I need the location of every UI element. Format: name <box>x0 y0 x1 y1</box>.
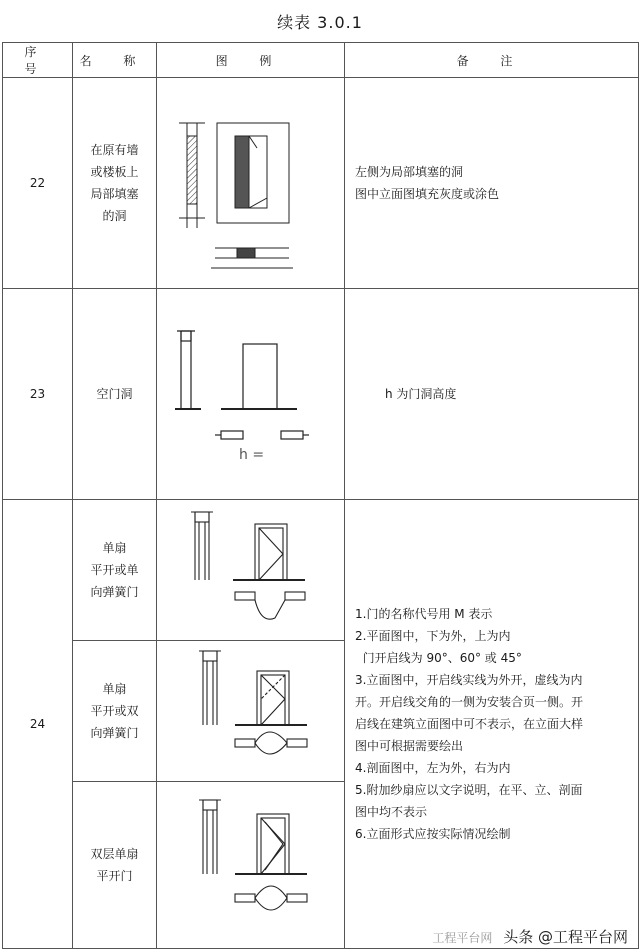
watermark <box>432 926 628 947</box>
note-line: 开。开启线交角的一侧为安装合页一侧。开 <box>355 695 584 709</box>
empty-door-opening-diagram <box>157 289 345 499</box>
row-name <box>73 782 157 949</box>
partial-fill-hole-diagram <box>157 78 345 288</box>
name-line: 单扇 <box>102 541 127 555</box>
name-line: 向弹簧门 <box>90 585 139 599</box>
header-seq: 序 号 <box>3 43 73 78</box>
name-line: 平开或单 <box>90 563 139 577</box>
header-row <box>3 43 639 78</box>
row-name <box>73 641 157 782</box>
watermark-text: 头条 @工程平台网 <box>503 928 628 946</box>
table-row <box>3 500 639 641</box>
name-line: 平开或双 <box>90 704 139 718</box>
note-line: 2.平面图中，下为外，上为内 <box>355 629 511 643</box>
note-line: 图中可根据需要绘出 <box>355 739 464 753</box>
table-row <box>3 289 639 500</box>
table-title: 续表 3.0.1 <box>277 13 363 32</box>
row-number: 23 <box>3 289 73 500</box>
name-line: 平开门 <box>96 869 133 883</box>
row-name <box>73 500 157 641</box>
name-line: 向弹簧门 <box>90 726 139 740</box>
name-line: 或楼板上 <box>90 165 139 179</box>
note-line: h 为门洞高度 <box>385 387 457 401</box>
figure-cell <box>157 78 345 289</box>
note-line: 启线在建筑立面图中可不表示，在立面大样 <box>355 717 584 731</box>
figure-cell <box>157 289 345 500</box>
row-number: 24 <box>3 500 73 949</box>
single-swing-door-diagram <box>157 500 345 640</box>
row-name <box>73 78 157 289</box>
double-swing-door-diagram <box>157 641 345 781</box>
name-line: 空门洞 <box>96 387 133 401</box>
note-line: 左侧为局部填塞的洞 <box>355 165 464 179</box>
note-line: 图中均不表示 <box>355 805 428 819</box>
notes-cell <box>345 500 639 949</box>
height-label: h = <box>239 447 265 463</box>
note-line: 5.附加纱扇应以文字说明，在平、立、剖面 <box>355 783 583 797</box>
note-line: 图中立面图填充灰度或涂色 <box>355 187 500 201</box>
note-line: 6.立面形式应按实际情况绘制 <box>355 827 511 841</box>
figure-cell <box>157 782 345 949</box>
note-line: 3.立面图中，开启线实线为外开，虚线为内 <box>355 673 583 687</box>
row-number: 22 <box>3 78 73 289</box>
header-name: 名 称 <box>73 43 157 78</box>
note-line: 4.剖面图中，左为外，右为内 <box>355 761 511 775</box>
watermark-logo: 工程平台网 <box>432 931 493 945</box>
row-name <box>73 289 157 500</box>
name-line: 在原有墙 <box>90 143 139 157</box>
double-layer-door-diagram <box>157 782 345 948</box>
note-line: 1.门的名称代号用 M 表示 <box>355 607 493 621</box>
name-line: 的洞 <box>102 209 127 223</box>
name-line: 双层单扇 <box>90 847 139 861</box>
header-figure: 图 例 <box>157 43 345 78</box>
table-row <box>3 78 639 289</box>
figure-cell <box>157 500 345 641</box>
header-notes: 备 注 <box>345 43 639 78</box>
legend-table <box>2 42 639 949</box>
name-line: 单扇 <box>102 682 127 696</box>
name-line: 局部填塞 <box>90 187 139 201</box>
notes-cell <box>345 78 639 289</box>
figure-cell <box>157 641 345 782</box>
note-line: 门开启线为 90°、60° 或 45° <box>355 651 522 665</box>
notes-cell <box>345 289 639 500</box>
